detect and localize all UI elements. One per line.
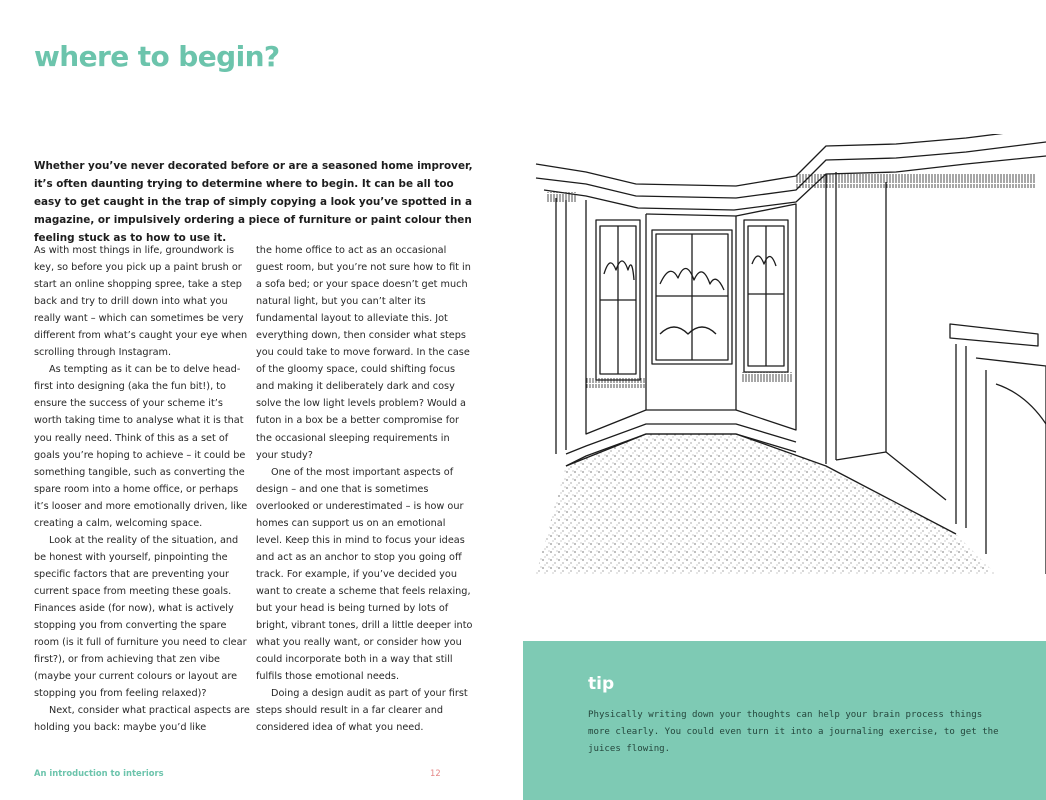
body-paragraph: One of the most important aspects of design – and one that is sometimes overlooked or underestimated – is how our homes can support us on an emotional level. Keep this in mind to focus your ideas and act as an anchor to stop you going off track. For example, if you’ve decided you want to create a scheme that feels relaxing, but your head is being turned by lots of bright, vibrant tones, drill a little deeper into what you really want, or consider how you could incorporate both in a way that still fulfils those emotional needs. [256, 466, 473, 683]
bay-window-room-illustration [526, 134, 1046, 574]
body-paragraph: As tempting as it can be to delve head-first into designing (aka the fun bit!), to ensure the success of your scheme it’s worth taking time to analyse what it is that you really need. Think of this as a set of goals you’re hoping to achieve – it could be something tangible, such as converting the spare room into a home office, or perhaps it’s looser and more emotionally driven, like creating a calm, welcoming space. [34, 364, 248, 529]
body-paragraph: Doing a design audit as part of your first steps should result in a far clearer and considered idea of what you need. [256, 688, 468, 734]
footer-book-title: An introduction to interiors [34, 768, 164, 778]
page-heading: where to begin? [34, 40, 280, 73]
body-paragraph: As with most things in life, groundwork is key, so before you pick up a paint brush or start an online shopping spree, take a step back and try to drill down into what you really want – which can sometimes be very different from what’s caught your eye when scrolling through Instagram. [34, 245, 248, 359]
intro-paragraph: Whether you’ve never decorated before or are a seasoned home improver, it’s often daunting trying to determine where to begin. It can be all too easy to get caught in the trap of simply copying a look you’ve spotted in a magazine, or impulsively ordering a piece of furniture or paint colour then feeling stuck as to how to use it. [34, 160, 473, 244]
body-paragraph: the home office to act as an occasional guest room, but you’re not sure how to fit in a sofa bed; or your space doesn’t get much natural light, but you can’t alter its fundamental layout to alleviate this. Jot everything down, then consider what steps you could take to move forward. In the case of the gloomy space, could shifting focus and making it deliberately dark and cosy solve the low light levels problem? Would a futon in a box be a better compromise for the occasional sleeping requirements in your study? [256, 245, 471, 461]
tip-text: Physically writing down your thoughts can help your brain process things more clearly. You could even turn it into a journaling exercise, to get the juices flowing. [588, 710, 999, 754]
text-column-1 [34, 242, 250, 736]
page-number: 12 [430, 768, 441, 778]
tip-box [523, 641, 1046, 800]
body-paragraph: Look at the reality of the situation, and be honest with yourself, pinpointing the specific factors that are preventing your current space from meeting these goals. Finances aside (for now), what is actively stopping you from converting the spare room (is it full of furniture you need to clear first?), or from achieving that zen vibe (maybe your current colours or layout are stopping you from feeling relaxed)? [34, 534, 247, 700]
text-column-2 [256, 242, 474, 736]
body-paragraph: Next, consider what practical aspects are holding you back: maybe you’d like [34, 705, 250, 734]
tip-title: tip [588, 674, 615, 694]
